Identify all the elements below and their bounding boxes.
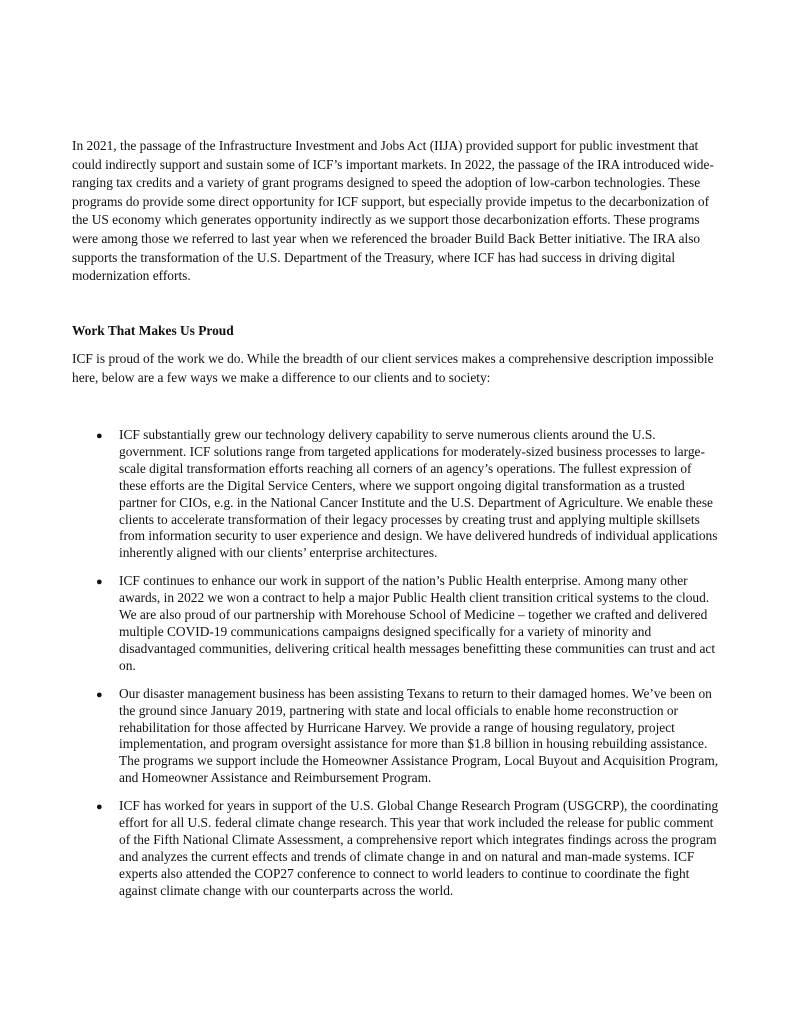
bullet-text: ICF substantially grew our technology delivery capability to serve numerous clients around the U.S. government. ICF solutions range from targeted applications for moderately-sized business processes to large-scale digital transformation efforts reaching all corners of an agency’s operations. The fullest expression of these efforts are the Digital Service Centers, where we support ongoing digital transformation as a trusted partner for CIOs, e.g. in the National Cancer Institute and the U.S. Department of Agriculture. We enable these clients to accelerate transformation of their legacy processes by creating trust and applying multiple skillsets from information security to user experience and design. We have delivered hundreds of individual applications inherently aligned with our clients’ enterprise architectures. xyxy=(119,427,718,561)
bullet-text: Our disaster management business has been assisting Texans to return to their damaged homes. We’ve been on the ground since January 2019, partnering with state and local officials to enable home reconstruction or rehabilitation for those affected by Hurricane Harvey. We provide a range of housing regulatory, project implementation, and program oversight assistance for more than $1.8 billion in housing rebuilding assistance. The programs we support include the Homeowner Assistance Program, Local Buyout and Acquisition Program, and Homeowner Assistance and Reimbursement Program. xyxy=(119,685,719,786)
bullet-item xyxy=(72,798,722,899)
intro-paragraph: In 2021, the passage of the Infrastructure Investment and Jobs Act (IIJA) provided support for public investment that could indirectly support and sustain some of ICF’s important markets. In 2022, the passage of the IRA introduced wide-ranging tax credits and a variety of grant programs designed to speed the adoption of low-carbon technologies. These programs do provide some direct opportunity for ICF support, but especially provide impetus to the decarbonization of the US economy which generates opportunity indirectly as we support those decarbonization efforts. These programs were among those we referred to last year when we referenced the broader Build Back Better initiative. The IRA also supports the transformation of the U.S. Department of the Treasury, where ICF has had success in driving digital modernization efforts. xyxy=(72,138,714,284)
bullet-item xyxy=(72,573,722,674)
bullet-item xyxy=(72,686,722,787)
section-lead-paragraph: ICF is proud of the work we do. While the breadth of our client services makes a comprehensive description impossible here, below are a few ways we make a difference to our clients and to society: xyxy=(72,351,714,385)
bullet-icon: ● xyxy=(96,430,103,442)
section-heading: Work That Makes Us Proud xyxy=(72,323,234,338)
bullet-icon: ● xyxy=(96,688,103,701)
bullet-item xyxy=(72,427,722,562)
bullet-text: ICF has worked for years in support of the U.S. Global Change Research Program (USGCRP), the coordinating effort for all U.S. federal climate change research. This year that work included the release for public comment of the Fifth National Climate Assessment, a comprehensive report which integrates findings across the program and analyzes the current effects and trends of climate change in and on natural and man-made systems. ICF experts also attended the COP27 conference to connect to world leaders to continue to coordinate the fight against climate change with our counterparts across the world. xyxy=(119,798,719,898)
bullet-text: ICF continues to enhance our work in support of the nation’s Public Health enterprise. Among many other awards, in 2022 we won a contract to help a major Public Health client transition critical systems to the cloud. We are also proud of our partnership with Morehouse School of Medicine – together we crafted and delivered multiple COVID-19 communications campaigns designed specifically for a variety of minority and disadvantaged communities, delivering critical health messages benefitting these communities can trust and act on. xyxy=(119,573,716,673)
bullet-icon: ● xyxy=(96,801,103,814)
bullet-list xyxy=(72,427,722,911)
bullet-icon: ● xyxy=(96,576,103,589)
